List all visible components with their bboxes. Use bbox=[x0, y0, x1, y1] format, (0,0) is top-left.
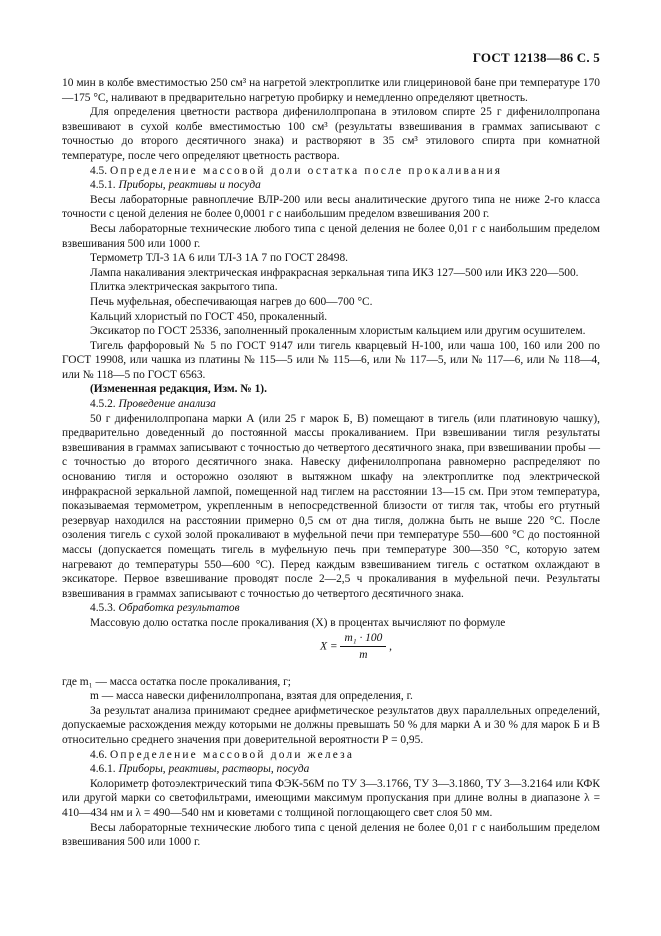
formula-lhs: X = bbox=[320, 640, 338, 653]
subsection-heading bbox=[62, 762, 600, 777]
subsection-title: Приборы, реактивы и посуда bbox=[118, 179, 261, 192]
paragraph: За результат анализа принимают среднее арифметическое результатов двух параллельных определений, допускаемые расхождения между которыми не должны превышать 50 % для марки А и 30 % для марок Б и В относительно среднего значения при доверительной вероятности Р = 0,95. bbox=[62, 704, 600, 746]
paragraph: Печь муфельная, обеспечивающая нагрев до 600—700 °С. bbox=[90, 295, 373, 308]
subsection-number: 4.5.3. bbox=[90, 602, 116, 615]
paragraph: Колориметр фотоэлектрический типа ФЭК-56М по ТУ 3—3.1766, ТУ 3—3.1860, ТУ 3—3.2164 или КФК или другой марки со светофильтрами, имеющими максимум пропускания при длине волны в диапазоне λ = 410—434 нм и λ = 490—540 нм и кюветами с толщиной поглощающего свет слоя 50 мм. bbox=[62, 777, 600, 819]
subsection-heading bbox=[62, 397, 600, 412]
amendment-note: (Измененная редакция, Изм. № 1). bbox=[90, 383, 267, 396]
page-header: ГОСТ 12138—86 С. 5 bbox=[472, 50, 600, 65]
section-number: 4.6. bbox=[90, 748, 108, 761]
paragraph: Плитка электрическая закрытого типа. bbox=[90, 281, 278, 294]
formula-tail: , bbox=[389, 640, 392, 653]
paragraph: 10 мин в колбе вместимостью 250 см³ на нагретой электроплитке или глицериновой бане при температуре 170—175 °С, наливают в предварительно нагретую пробирку и немедленно определяют цветность. bbox=[62, 77, 600, 104]
paragraph: Весы лабораторные равноплечие ВЛР-200 или весы аналитические другого типа не ниже 2-го класса точности с ценой деления не более 0,0001 г с наибольшим пределом взвешивания 200 г. bbox=[62, 193, 600, 221]
paragraph: Для определения цветности раствора дифенилолпропана в этиловом спирте 25 г дифенилолпропана взвешивают в сухой колбе вместимостью 100 см³ (результаты взвешивания в граммах записывают с точностью до второго десятичного знака) и растворяют в 35 см³ этилового спирта при комнатной температуре, после чего определяют цветность раствора. bbox=[62, 106, 600, 162]
subsection-heading bbox=[62, 601, 600, 616]
subsection-title: Приборы, реактивы, растворы, посуда bbox=[118, 763, 310, 776]
section-number: 4.5. bbox=[90, 164, 108, 177]
formula-where: где m₁ — масса остатка после прокаливания, г; bbox=[62, 675, 291, 688]
section-title: Определение массовой доли железа bbox=[109, 748, 355, 761]
subsection-number: 4.5.2. bbox=[90, 398, 116, 411]
paragraph: Эксикатор по ГОСТ 25336, заполненный прокаленным хлористым кальцием или другим осушителем. bbox=[90, 325, 586, 338]
formula-denominator: m bbox=[359, 649, 368, 662]
subsection-title: Проведение анализа bbox=[118, 398, 216, 411]
section-title: Определение массовой доли остатка после прокаливания bbox=[109, 164, 503, 177]
paragraph: Весы лабораторные технические любого типа с ценой деления не более 0,01 г с наибольшим пределом взвешивания 500 или 1000 г. bbox=[62, 222, 600, 250]
formula-where: m — масса навески дифенилолпропана, взятая для определения, г. bbox=[90, 690, 413, 703]
paragraph: Кальций хлористый по ГОСТ 450, прокаленный. bbox=[90, 310, 328, 323]
paragraph: Тигель фарфоровый № 5 по ГОСТ 9147 или тигель кварцевый Н-100, или чаша 100, 160 или 200 по ГОСТ 19908, или чашка из платины № 115—5 или № 115—6, или № 117—5, или № 117—6, или № 118—4, или № 118—5 по ГОСТ 6563. bbox=[62, 339, 600, 381]
paragraph: Лампа накаливания электрическая инфракрасная зеркальная типа ИКЗ 127—500 или ИКЗ 220—500. bbox=[90, 266, 579, 279]
subsection-number: 4.6.1. bbox=[90, 763, 116, 776]
formula bbox=[62, 631, 600, 675]
formula-fraction bbox=[340, 631, 386, 663]
subsection-heading bbox=[62, 178, 600, 193]
paragraph: Массовую долю остатка после прокаливания (X) в процентах вычисляют по формуле bbox=[90, 616, 506, 629]
document-body bbox=[62, 76, 600, 850]
paragraph: Термометр ТЛ-3 1А 6 или ТЛ-3 1А 7 по ГОСТ 28498. bbox=[90, 252, 348, 265]
subsection-number: 4.5.1. bbox=[90, 179, 116, 192]
formula-numerator: m₁ · 100 bbox=[340, 631, 386, 648]
paragraph: Весы лабораторные технические любого типа с ценой деления не более 0,01 г с наибольшим пределом взвешивания 500 или 1000 г. bbox=[62, 821, 600, 849]
section-heading bbox=[62, 164, 600, 179]
paragraph: 50 г дифенилолпропана марки А (или 25 г марок Б, В) помещают в тигель (или платиновую чашку), предварительно доведенный до постоянной массы прокаливанием. При взвешивании тигля результаты взвешивания в граммах записывают с точностью до четвертого десятичного знака, при взвешивании пробы — с точностью до второго десятичного знака. Навеску дифенилолпропана равномерно распределяют по основанию тигля и осторожно озоляют в вытяжном шкафу на электроплитке под электрической инфракрасной зеркальной лампой, помещенной над тиглем на расстоянии 13—15 см. При этом температура, показываемая термометром, укрепленным в непосредственной близости от тигля так, чтобы его ртутный резервуар находился на расстоянии примерно 0,5 см от дна тигля, должна быть не выше 220 °С. После озоления тигель с сухой золой прокаливают в муфельной печи при температуре 550—600 °С до постоянной массы (допускается помещать тигель в муфельную печь при температуре 300—350 °С, которую затем нагревают до температуры 550—600 °С). Перед каждым взвешиванием тигель с остатком охлаждают в эксикаторе. Первое взвешивание проводят после 2—2,5 ч прокаливания в муфельной печи. Результаты взвешивания в граммах записывают с точностью до четвертого десятичного знака. bbox=[62, 412, 600, 600]
subsection-title: Обработка результатов bbox=[118, 602, 240, 615]
section-heading bbox=[62, 748, 600, 763]
